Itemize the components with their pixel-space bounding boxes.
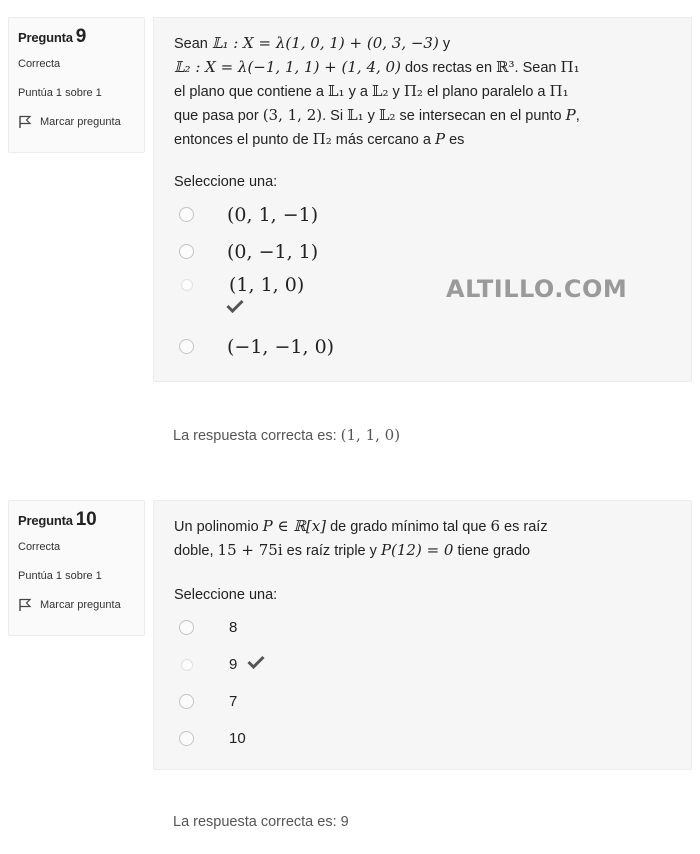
- q10-info-panel: [8, 500, 145, 636]
- q9-option-4[interactable]: [174, 328, 671, 365]
- q9-radio-3[interactable]: [181, 279, 193, 291]
- q10-number: 10: [75, 509, 97, 530]
- q9-grade: Puntúa 1 sobre 1: [18, 87, 102, 99]
- q9-question-text: Sean 𝕃₁ : X = λ(1, 0, 1) + (0, 3, −3) y 𝕃₂ : X = λ(−1, 1, 1) + (1, 4, 0) dos rectas en ℝ³. Sean Π₁ el plano que contiene a 𝕃₁ y a 𝕃₂ y Π₂ el plano paralelo a Π₁ que pasa por (3, 1, 2). Si 𝕃₁ y 𝕃₂ se intersecan en el punto P, entonces el punto de Π₂ más cercano a P es: [174, 34, 580, 148]
- q10-correct-answer: La respuesta correcta es: 9: [173, 814, 349, 830]
- q10-option-4[interactable]: [174, 720, 671, 757]
- q9-option-3-text: (1, 1, 0): [229, 274, 305, 296]
- q10-options: [174, 609, 671, 757]
- q10-option-3[interactable]: [174, 683, 671, 720]
- q9-correct-answer: La respuesta correcta es: (1, 1, 0): [173, 426, 401, 444]
- q10-grade: Puntúa 1 sobre 1: [18, 570, 102, 582]
- q9-radio-4[interactable]: [179, 339, 194, 354]
- q9-label-text: Pregunta: [18, 30, 73, 45]
- q10-radio-4[interactable]: [179, 731, 194, 746]
- q10-select-prompt: Seleccione una:: [174, 587, 278, 603]
- q10-flag-label: Marcar pregunta: [40, 599, 121, 611]
- q9-number: 9: [75, 26, 87, 47]
- q9-option-2[interactable]: [174, 233, 671, 270]
- q9-radio-2[interactable]: [179, 244, 194, 259]
- flag-icon: [18, 598, 32, 612]
- q10-option-2-text: 9: [229, 656, 238, 673]
- q9-option-1-text: (0, 1, −1): [227, 203, 319, 226]
- q9-state: Correcta: [18, 58, 61, 70]
- check-icon: [226, 299, 244, 318]
- q9-info-panel: [8, 17, 145, 153]
- q9-option-1[interactable]: [174, 196, 671, 233]
- q10-option-2[interactable]: [174, 646, 671, 683]
- q10-option-1[interactable]: [174, 609, 671, 646]
- q10-content-panel: [153, 500, 692, 770]
- q10-label-text: Pregunta: [18, 513, 73, 528]
- check-icon: [247, 655, 265, 674]
- watermark: ALTILLO.COM: [446, 275, 628, 303]
- q10-option-4-text: 10: [229, 730, 246, 747]
- q9-option-4-text: (−1, −1, 0): [227, 335, 335, 358]
- q9-option-2-text: (0, −1, 1): [227, 240, 319, 263]
- q9-content-panel: [153, 17, 692, 382]
- q10-state: Correcta: [18, 541, 61, 553]
- q9-flag-question[interactable]: [18, 115, 144, 129]
- q10-radio-3[interactable]: [179, 694, 194, 709]
- q10-flag-question[interactable]: [18, 598, 144, 612]
- q10-option-1-text: 8: [229, 619, 238, 636]
- q10-question-text: Un polinomio P ∈ ℝ[x] de grado mínimo tal que 6 es raíz doble, 15 + 75i es raíz triple y P(12) = 0 tiene grado: [174, 517, 548, 559]
- flag-icon: [18, 115, 32, 129]
- q9-question-label: [18, 26, 144, 48]
- q10-radio-2[interactable]: [181, 659, 193, 671]
- q9-radio-1[interactable]: [179, 207, 194, 222]
- q9-select-prompt: Seleccione una:: [174, 174, 278, 190]
- q10-option-3-text: 7: [229, 693, 238, 710]
- q10-radio-1[interactable]: [179, 620, 194, 635]
- q10-question-label: [18, 509, 144, 531]
- q9-flag-label: Marcar pregunta: [40, 116, 121, 128]
